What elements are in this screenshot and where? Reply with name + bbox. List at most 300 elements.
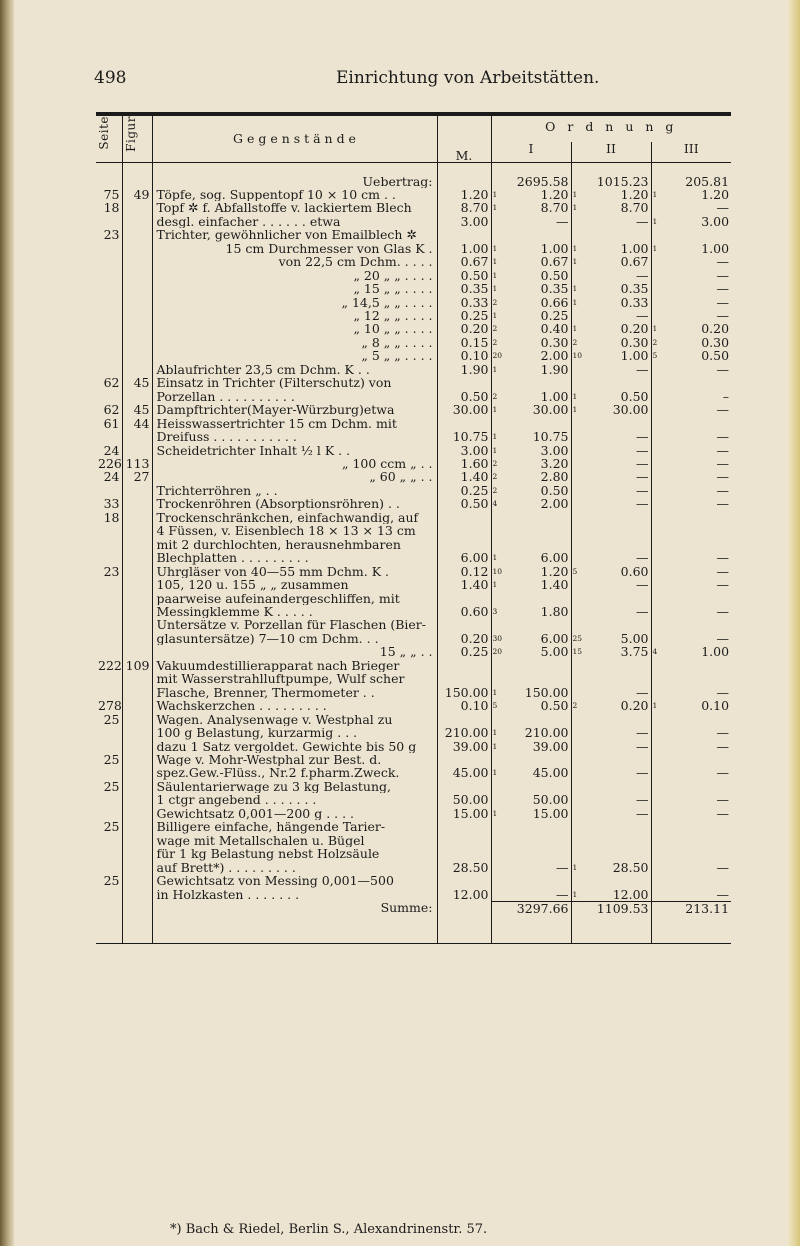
table-row — [96, 726, 731, 739]
cell-description: „ 14,5 „ „ . . . . — [152, 296, 437, 309]
cell-count-iii — [651, 874, 665, 887]
cell-amount-iii — [665, 874, 731, 887]
cell-count-ii: 15 — [571, 645, 585, 658]
cell-count-iii — [651, 390, 665, 403]
cell-description: Topf ✲ f. Abfallstoffe v. lackiertem Blech — [152, 201, 437, 214]
cell-figur — [122, 713, 152, 726]
cell-count-i — [491, 417, 505, 430]
cell-amount-i: 0.40 — [540, 322, 569, 336]
cell-amount-i — [505, 874, 571, 887]
cell-count-i — [491, 780, 505, 793]
cell-amount-ii: — — [636, 309, 649, 323]
cell-count-ii: 1 — [571, 255, 585, 268]
cell-seite: 278 — [98, 699, 122, 713]
cell-amount-iii: — — [716, 578, 730, 592]
cell-price-m: 210.00 — [437, 726, 491, 739]
cell-count-i: 2 — [491, 484, 505, 497]
cell-seite — [96, 888, 122, 902]
table-row — [96, 645, 731, 658]
cell-amount-iii — [665, 618, 731, 631]
cell-amount-iii: — — [716, 201, 730, 215]
cell-amount-ii: 1.00 — [620, 349, 649, 363]
cell-amount-iii: — — [716, 766, 730, 780]
cell-count-ii: 1 — [571, 390, 585, 403]
cell-figur — [122, 780, 152, 793]
cell-amount-iii: — — [716, 564, 730, 579]
cell-description: Blechplatten . . . . . . . . . — [152, 551, 437, 564]
cell-price-m — [437, 538, 491, 551]
cell-amount-ii: 30.00 — [612, 403, 649, 417]
cell-amount-i — [505, 713, 571, 726]
cell-amount-iii — [665, 417, 731, 430]
cell-description: 100 g Belastung, kurzarmig . . . — [152, 726, 437, 739]
table-row — [96, 336, 731, 349]
cell-amount-i: — — [556, 887, 569, 902]
table-row — [96, 322, 731, 335]
cell-count-iii — [651, 457, 665, 470]
cell-figur — [122, 363, 152, 376]
table-row — [96, 470, 731, 483]
cell-seite: 25 — [103, 712, 120, 727]
cell-count-i — [491, 618, 505, 631]
cell-description: Einsatz in Trichter (Filterschutz) von — [152, 376, 437, 389]
cell-count-i — [491, 753, 505, 766]
cell-amount-i: 30.00 — [532, 403, 569, 417]
cell-amount-i: 0.30 — [540, 335, 569, 350]
cell-count-i: 1 — [491, 444, 505, 457]
cell-figur — [122, 726, 152, 739]
table-row — [96, 484, 731, 497]
cell-price-m: 0.67 — [437, 255, 491, 268]
cell-seite — [96, 282, 122, 295]
cell-price-m — [437, 672, 491, 685]
cell-count-ii — [571, 847, 585, 860]
cell-count-ii: 1 — [571, 282, 585, 295]
page-right-edge — [788, 0, 800, 1246]
cell-price-m: 0.35 — [437, 282, 491, 295]
cell-amount-i — [505, 524, 571, 537]
cell-price-m: 12.00 — [437, 888, 491, 902]
cell-count-i — [491, 524, 505, 537]
cell-seite: 18 — [103, 201, 120, 215]
cell-amount-iii: — — [716, 631, 730, 646]
cell-amount-iii: — — [716, 726, 730, 740]
cell-count-iii — [651, 618, 665, 631]
cell-amount-iii: — — [716, 605, 730, 619]
cell-amount-iii: 0.10 — [701, 699, 730, 713]
cell-seite: 62 — [103, 376, 120, 390]
cell-amount-ii: — — [636, 470, 649, 484]
table-row — [96, 390, 731, 403]
cell-price-m — [437, 847, 491, 860]
cell-seite — [96, 484, 122, 497]
cell-count-i: 1 — [491, 578, 505, 591]
cell-description: für 1 kg Belastung nebst Holzsäule — [152, 847, 437, 860]
cell-count-ii — [571, 807, 585, 820]
cell-count-i: 1 — [491, 242, 505, 255]
cell-seite — [96, 269, 122, 282]
cell-count-ii — [571, 524, 585, 537]
cell-figur — [122, 215, 152, 228]
cell-figur — [122, 699, 152, 712]
cell-seite: 75 — [103, 187, 120, 202]
cell-count-i — [491, 592, 505, 605]
cell-amount-ii — [585, 538, 651, 551]
cell-seite: 18 — [103, 510, 120, 525]
cell-price-m — [437, 753, 491, 766]
cell-seite — [96, 309, 122, 322]
cell-count-iii — [651, 672, 665, 685]
cell-count-ii — [571, 417, 585, 430]
cell-amount-iii: — — [716, 255, 730, 269]
cell-figur — [122, 807, 152, 820]
cell-count-ii: 1 — [571, 888, 585, 902]
cell-description: Dampftrichter(Mayer-Würzburg)etwa — [152, 403, 437, 416]
cell-figur — [122, 672, 152, 685]
table-row — [96, 888, 731, 902]
cell-seite — [96, 672, 122, 685]
cell-amount-ii — [585, 753, 651, 766]
cell-amount-ii: 3.75 — [620, 645, 649, 659]
cell-count-i — [491, 713, 505, 726]
cell-count-iii — [651, 726, 665, 739]
cell-description: Uhrgläser von 40—55 mm Dchm. K . — [152, 565, 437, 578]
cell-description: 1 ctgr angebend . . . . . . . — [152, 793, 437, 806]
header-iii: III — [651, 142, 731, 162]
cell-figur — [122, 309, 152, 322]
table-row — [96, 632, 731, 645]
cell-count-i: 2 — [491, 470, 505, 483]
cell-figur — [122, 349, 152, 362]
cell-amount-iii — [665, 511, 731, 524]
cell-figur — [122, 444, 152, 457]
cell-figur: 45 — [122, 403, 152, 416]
cell-amount-ii: — — [636, 430, 649, 444]
cell-count-ii: 1 — [571, 861, 585, 874]
cell-amount-ii: — — [636, 268, 649, 283]
cell-description: Vakuumdestillierapparat nach Brieger — [152, 659, 437, 672]
inventory-table — [96, 112, 731, 944]
cell-seite — [96, 242, 122, 255]
cell-amount-iii — [665, 847, 731, 860]
table-row — [96, 605, 731, 618]
cell-count-i: 1 — [491, 766, 505, 779]
cell-amount-iii — [665, 538, 731, 551]
cell-amount-ii: — — [636, 443, 649, 458]
cell-count-iii — [651, 269, 665, 282]
cell-description: Trichterröhren „ . . — [152, 484, 437, 497]
table-row — [96, 175, 731, 188]
cell-price-m: 0.15 — [437, 336, 491, 349]
cell-count-iii — [651, 309, 665, 322]
cell-figur — [122, 874, 152, 887]
cell-amount-iii: 1.00 — [701, 645, 730, 659]
cell-figur: 44 — [122, 417, 152, 430]
cell-description: mit Wasserstrahlluftpumpe, Wulf scher — [152, 672, 437, 685]
table-row — [96, 578, 731, 591]
cell-figur — [122, 578, 152, 591]
table-row — [96, 686, 731, 699]
cell-amount-iii — [665, 834, 731, 847]
cell-price-m: 0.50 — [437, 497, 491, 510]
cell-count-i: 3 — [491, 605, 505, 618]
cell-figur — [122, 632, 152, 645]
cell-amount-ii: — — [636, 457, 649, 471]
cell-seite — [96, 255, 122, 268]
cell-count-i: 1 — [491, 363, 505, 376]
cell-amount-ii — [585, 659, 651, 672]
cell-seite: 25 — [103, 752, 120, 767]
cell-figur — [122, 686, 152, 699]
cell-seite — [96, 847, 122, 860]
table-row — [96, 511, 731, 524]
cell-description: Heisswassertrichter 15 cm Dchm. mit — [152, 417, 437, 430]
cell-amount-ii — [585, 376, 651, 389]
cell-amount-ii: 1.00 — [620, 241, 649, 256]
cell-amount-i — [505, 834, 571, 847]
cell-figur — [122, 255, 152, 268]
table-row — [96, 753, 731, 766]
cell-count-ii — [571, 430, 585, 443]
cell-count-ii: 10 — [571, 349, 585, 362]
cell-count-i: 20 — [491, 349, 505, 362]
cell-price-m: 1.00 — [437, 242, 491, 255]
cell-description: Billigere einfache, hängende Tarier- — [152, 820, 437, 833]
cell-count-i — [491, 834, 505, 847]
cell-seite — [96, 793, 122, 806]
cell-price-m: 15.00 — [437, 807, 491, 820]
table-row — [96, 551, 731, 564]
cell-amount-ii: 0.50 — [620, 389, 649, 404]
cell-figur — [122, 242, 152, 255]
cell-count-ii: 5 — [571, 565, 585, 578]
cell-count-ii — [571, 672, 585, 685]
cell-seite: 222 — [98, 658, 122, 673]
cell-seite — [96, 645, 122, 658]
cell-count-ii — [571, 484, 585, 497]
cell-price-m: 0.20 — [437, 632, 491, 645]
cell-count-iii — [651, 578, 665, 591]
table-row — [96, 807, 731, 820]
cell-seite — [96, 686, 122, 699]
cell-count-iii: 1 — [651, 242, 665, 255]
cell-description: Flasche, Brenner, Thermometer . . — [152, 686, 437, 699]
cell-description: Uebertrag: — [152, 175, 437, 188]
cell-figur — [122, 269, 152, 282]
cell-count-ii — [571, 511, 585, 524]
cell-figur — [122, 430, 152, 443]
table-row — [96, 847, 731, 860]
table-row — [96, 497, 731, 510]
cell-figur: 113 — [122, 457, 152, 470]
cell-count-i: 1 — [491, 255, 505, 268]
cell-count-ii: 2 — [571, 699, 585, 712]
header-figur: Figur — [122, 114, 152, 163]
cell-description: mit 2 durchlochten, herausnehmbaren — [152, 538, 437, 551]
cell-count-i: 2 — [491, 296, 505, 309]
header-ii: II — [571, 142, 651, 162]
footnote: *) Bach & Riedel, Berlin S., Alexandrinenstr. 57. — [170, 1222, 488, 1237]
cell-amount-ii — [585, 874, 651, 887]
header-gegenstaende: G e g e n s t ä n d e — [152, 114, 437, 163]
cell-count-ii — [571, 215, 585, 228]
cell-count-iii — [651, 861, 665, 874]
cell-description: 15 cm Durchmesser von Glas K . — [152, 242, 437, 255]
cell-amount-i: 0.50 — [540, 699, 569, 713]
cell-count-i: 20 — [491, 645, 505, 658]
cell-figur — [122, 484, 152, 497]
cell-seite: 25 — [103, 874, 120, 888]
table-row — [96, 444, 731, 457]
cell-price-m — [437, 175, 491, 188]
cell-price-m: 6.00 — [437, 551, 491, 564]
cell-amount-iii: — — [716, 739, 730, 753]
cell-price-m — [437, 228, 491, 241]
cell-amount-iii: — — [716, 551, 730, 565]
cell-count-ii — [571, 874, 585, 887]
cell-count-ii: 1 — [571, 296, 585, 309]
cell-count-i: 1 — [491, 740, 505, 753]
table-row — [96, 766, 731, 779]
cell-count-iii — [651, 524, 665, 537]
cell-count-iii: 1 — [651, 322, 665, 335]
cell-count-ii — [571, 780, 585, 793]
cell-amount-iii: — — [716, 443, 730, 458]
cell-amount-i: 3.00 — [540, 443, 569, 458]
cell-amount-iii: 0.20 — [701, 322, 730, 336]
cell-seite: 25 — [103, 779, 120, 794]
cell-count-i: 30 — [491, 632, 505, 645]
cell-amount-i: — — [556, 214, 569, 229]
table-row — [96, 565, 731, 578]
cell-price-m — [437, 511, 491, 524]
cell-description: Porzellan . . . . . . . . . . — [152, 390, 437, 403]
table-row — [96, 403, 731, 416]
cell-amount-iii — [665, 753, 731, 766]
cell-count-i — [491, 538, 505, 551]
cell-description: wage mit Metallschalen u. Bügel — [152, 834, 437, 847]
cell-amount-i — [505, 511, 571, 524]
cell-description: 105, 120 u. 155 „ „ zusammen — [152, 578, 437, 591]
cell-figur — [122, 793, 152, 806]
cell-count-iii — [651, 430, 665, 443]
cell-count-ii: 1 — [571, 201, 585, 214]
cell-figur — [122, 847, 152, 860]
cell-seite: 25 — [103, 820, 120, 834]
cell-description: Ablaufrichter 23,5 cm Dchm. K . . — [152, 363, 437, 376]
cell-amount-iii: 0.30 — [701, 335, 730, 350]
cell-description: Trockenschränkchen, einfachwandig, auf — [152, 511, 437, 524]
cell-count-i: 1 — [491, 551, 505, 564]
cell-description: „ 12 „ „ . . . . — [152, 309, 437, 322]
cell-count-ii — [571, 538, 585, 551]
cell-amount-ii: — — [636, 551, 649, 565]
table-row — [96, 699, 731, 712]
cell-price-m — [437, 592, 491, 605]
cell-amount-ii — [585, 524, 651, 537]
cell-amount-i: 1.20 — [540, 564, 569, 579]
cell-count-i: 2 — [491, 390, 505, 403]
table-row — [96, 309, 731, 322]
cell-amount-i: 2695.58 — [516, 174, 569, 188]
cell-amount-ii: — — [636, 685, 649, 700]
running-head: Einrichtung von Arbeitstätten. — [336, 68, 600, 88]
cell-count-ii — [571, 551, 585, 564]
cell-figur: 27 — [122, 470, 152, 483]
cell-count-i — [491, 847, 505, 860]
cell-price-m: 0.20 — [437, 322, 491, 335]
cell-amount-ii: 1.20 — [620, 187, 649, 202]
cell-count-iii — [651, 632, 665, 645]
cell-seite — [96, 605, 122, 618]
cell-amount-iii — [665, 820, 731, 833]
cell-amount-i — [505, 780, 571, 793]
cell-amount-iii: 3.00 — [701, 214, 730, 229]
cell-figur — [122, 296, 152, 309]
cell-count-ii — [571, 753, 585, 766]
cell-seite: 62 — [103, 403, 120, 417]
cell-seite — [96, 632, 122, 645]
cell-seite — [96, 726, 122, 739]
header-m: M. — [437, 114, 491, 163]
cell-amount-i — [505, 538, 571, 551]
cell-description: „ 10 „ „ . . . . — [152, 322, 437, 335]
cell-count-ii — [571, 726, 585, 739]
cell-count-ii — [571, 713, 585, 726]
cell-figur — [122, 228, 152, 241]
cell-price-m: 3.00 — [437, 215, 491, 228]
cell-count-iii — [651, 793, 665, 806]
cell-amount-i: 210.00 — [524, 726, 569, 740]
cell-amount-ii — [585, 592, 651, 605]
table-row — [96, 430, 731, 443]
cell-price-m — [437, 618, 491, 631]
cell-description: „ 100 ccm „ . . — [152, 457, 437, 470]
cell-amount-ii: — — [636, 766, 649, 780]
cell-amount-ii — [585, 511, 651, 524]
cell-count-i: 10 — [491, 565, 505, 578]
cell-amount-iii — [665, 659, 731, 672]
cell-description: auf Brett*) . . . . . . . . . — [152, 861, 437, 874]
cell-price-m: 10.75 — [437, 430, 491, 443]
cell-amount-ii: — — [636, 483, 649, 498]
cell-amount-i: 5.00 — [540, 645, 569, 659]
cell-seite: 24 — [103, 470, 120, 484]
cell-count-i: 1 — [491, 403, 505, 416]
table-row — [96, 874, 731, 887]
cell-description: desgl. einfacher . . . . . . etwa — [152, 215, 437, 228]
cell-count-iii — [651, 888, 665, 902]
cell-count-iii — [651, 228, 665, 241]
cell-count-iii — [651, 470, 665, 483]
cell-seite — [96, 430, 122, 443]
table-row — [96, 363, 731, 376]
cell-count-ii — [571, 376, 585, 389]
cell-description: Trichter, gewöhnlicher von Emailblech ✲ — [152, 228, 437, 241]
cell-figur — [122, 605, 152, 618]
header-row-top — [96, 114, 731, 142]
cell-count-i: 1 — [491, 269, 505, 282]
cell-price-m: 0.10 — [437, 349, 491, 362]
cell-amount-i: 150.00 — [524, 685, 569, 700]
cell-amount-ii — [585, 780, 651, 793]
cell-figur: 45 — [122, 376, 152, 389]
cell-figur — [122, 861, 152, 874]
cell-amount-i: 1.20 — [540, 187, 569, 202]
cell-description: „ 8 „ „ . . . . — [152, 336, 437, 349]
cell-seite — [96, 538, 122, 551]
cell-price-m: 3.00 — [437, 444, 491, 457]
